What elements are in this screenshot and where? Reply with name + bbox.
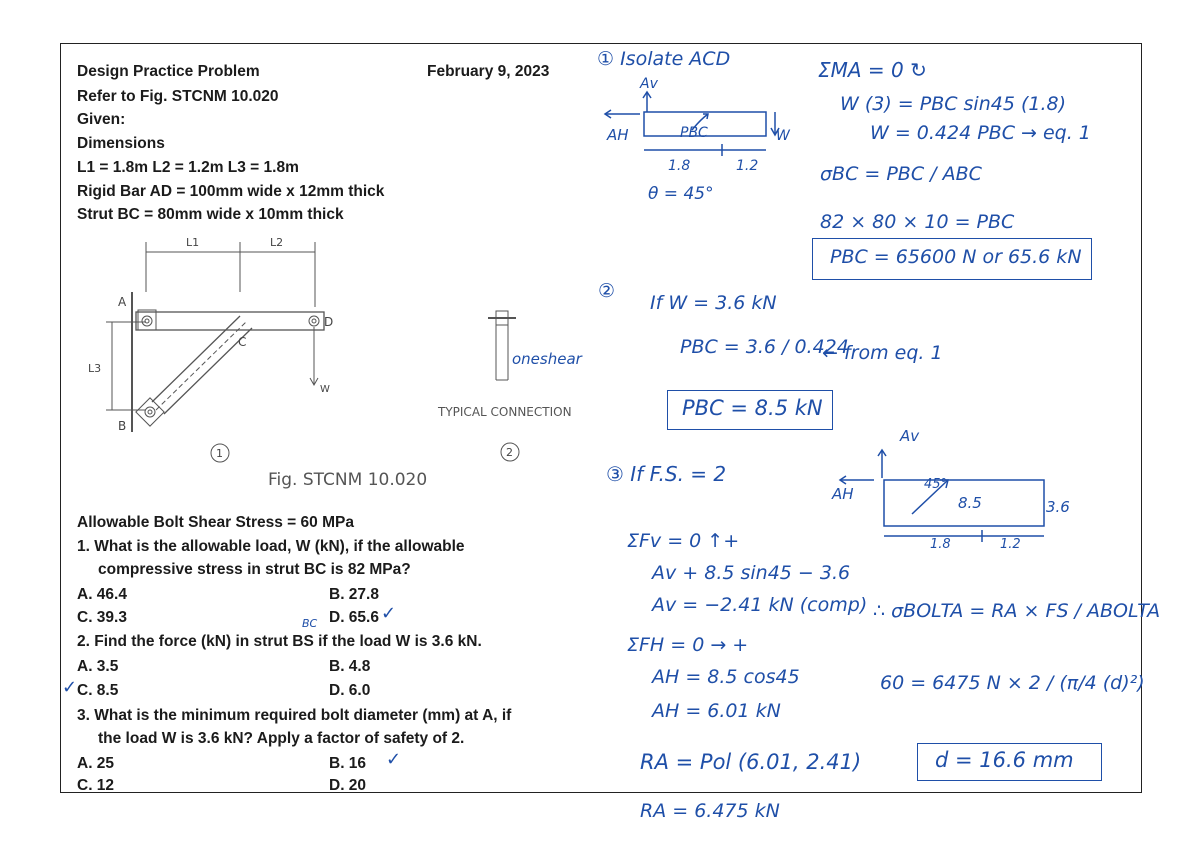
step2-eq-1: If W = 3.6 kN <box>650 292 777 314</box>
step3-eq-10: 60 = 6475 N × 2 / (π/4 (d)²) <box>880 672 1145 694</box>
lengths-line: L1 = 1.8m L2 = 1.2m L3 = 1.8m <box>77 159 299 176</box>
typical-connection-label: TYPICAL CONNECTION <box>438 405 572 419</box>
label-a: A <box>118 295 127 309</box>
checkmark-q1-icon: ✓ <box>381 603 397 624</box>
dimensions-heading: Dimensions <box>77 135 165 152</box>
q1-option-c: C. 39.3 <box>77 609 127 626</box>
question-3-line-2: the load W is 3.6 kN? Apply a factor of safety of 2. <box>98 730 465 747</box>
step3-eq-7: RA = Pol (6.01, 2.41) <box>640 750 862 774</box>
q3-option-b: B. 16 <box>329 755 367 772</box>
label-l1: L1 <box>186 236 200 249</box>
step1-dim-2: 1.2 <box>736 158 759 174</box>
typical-connection-figure <box>478 305 558 390</box>
step2-from-eq1: ← from eq. 1 <box>822 342 943 364</box>
step3-fbd <box>836 440 1046 545</box>
label-l2: L2 <box>270 236 284 249</box>
one-shear-note: oneshear <box>512 350 582 368</box>
step2-result: PBC = 8.5 kN <box>682 396 823 420</box>
question-3-line-1: 3. What is the minimum required bolt diameter (mm) at A, if <box>77 707 512 724</box>
given-heading: Given: <box>77 111 126 128</box>
figure-number-2-circle <box>498 440 522 464</box>
step1-eq-2: W = 0.424 PBC → eq. 1 <box>870 122 1091 144</box>
step3-dim-1: 1.8 <box>930 537 951 552</box>
step2-eq-2: PBC = 3.6 / 0.424 <box>680 336 849 358</box>
question-1-line-1: 1. What is the allowable load, W (kN), if the allowable <box>77 538 465 555</box>
step1-pbc-label: PBC <box>680 125 708 141</box>
question-1-line-2: compressive stress in strut BC is 82 MPa? <box>98 561 411 578</box>
q3-option-d: D. 20 <box>329 777 367 794</box>
label-w: W <box>320 384 330 395</box>
checkmark-q2-icon: ✓ <box>62 677 78 698</box>
step3-eq-9: ∴ σBOLTA = RA × FS / ABOLTA <box>873 600 1161 622</box>
step1-w-label: W <box>776 128 790 144</box>
step3-dim-2: 1.2 <box>1000 537 1021 552</box>
step1-fbd <box>600 90 790 165</box>
step1-theta: θ = 45° <box>648 184 714 204</box>
step3-eq-2: Av + 8.5 sin45 − 3.6 <box>652 562 851 584</box>
step3-eq-5: AH = 8.5 cos45 <box>652 666 800 688</box>
figure-number-2: 2 <box>506 446 513 459</box>
step1-heading: ① Isolate ACD <box>597 48 731 70</box>
q2-option-d: D. 6.0 <box>329 682 371 699</box>
structure-figure <box>88 232 350 467</box>
step3-ah-label: AH <box>832 485 854 503</box>
allowable-bolt-stress: Allowable Bolt Shear Stress = 60 MPa <box>77 514 354 531</box>
step3-heading: ③ If F.S. = 2 <box>606 462 727 486</box>
checkmark-q3-icon: ✓ <box>386 749 402 770</box>
q2-option-c: C. 8.5 <box>77 682 119 699</box>
step3-eq-6: AH = 6.01 kN <box>652 700 781 722</box>
question-2: 2. Find the force (kN) in strut BS if the load W is 3.6 kN. <box>77 633 482 650</box>
q2-option-b: B. 4.8 <box>329 658 371 675</box>
step1-av-label: Av <box>640 76 658 92</box>
step1-eq-4: 82 × 80 × 10 = PBC <box>820 211 1015 233</box>
figure-caption: Fig. STCNM 10.020 <box>268 470 428 490</box>
step1-eq-3: σBC = PBC / ABC <box>820 163 982 185</box>
step1-dim-1: 1.8 <box>668 158 691 174</box>
problem-date: February 9, 2023 <box>427 63 550 80</box>
label-b: B <box>118 419 127 433</box>
step3-av-label: Av <box>900 427 920 445</box>
q1-option-a: A. 46.4 <box>77 586 127 603</box>
strut-line: Strut BC = 80mm wide x 10mm thick <box>77 206 344 223</box>
bc-correction-note: BC <box>302 617 318 630</box>
problem-title: Design Practice Problem <box>77 63 260 80</box>
label-c: C <box>238 335 247 349</box>
rigid-bar-line: Rigid Bar AD = 100mm wide x 12mm thick <box>77 183 385 200</box>
step3-eq-4: ΣFH = 0 → + <box>627 634 749 656</box>
q2-option-a: A. 3.5 <box>77 658 119 675</box>
q3-option-a: A. 25 <box>77 755 115 772</box>
step3-result: d = 16.6 mm <box>935 748 1074 772</box>
figure-reference: Refer to Fig. STCNM 10.020 <box>77 88 279 105</box>
q3-option-c: C. 12 <box>77 777 115 794</box>
step1-ah-label: AH <box>607 126 629 144</box>
q1-option-d: D. 65.6 <box>329 609 379 626</box>
label-l3: L3 <box>88 362 102 375</box>
step1-result: PBC = 65600 N or 65.6 kN <box>830 246 1082 268</box>
label-d: D <box>324 315 334 329</box>
step1-moment-eq: ΣMA = 0 ↻ <box>818 58 927 82</box>
step3-eq-3: Av = −2.41 kN (comp) <box>652 594 868 616</box>
step1-eq-1: W (3) = PBC sin45 (1.8) <box>840 93 1067 115</box>
step3-eq-1: ΣFv = 0 ↑+ <box>627 530 740 552</box>
q1-option-b: B. 27.8 <box>329 586 379 603</box>
step2-number: ② <box>598 280 616 302</box>
figure-number-1: 1 <box>216 447 223 460</box>
step3-load: 3.6 <box>1046 498 1070 516</box>
step3-eq-8: RA = 6.475 kN <box>640 800 780 822</box>
step3-force: 8.5 <box>958 494 982 512</box>
step3-angle: 45° <box>924 477 948 492</box>
